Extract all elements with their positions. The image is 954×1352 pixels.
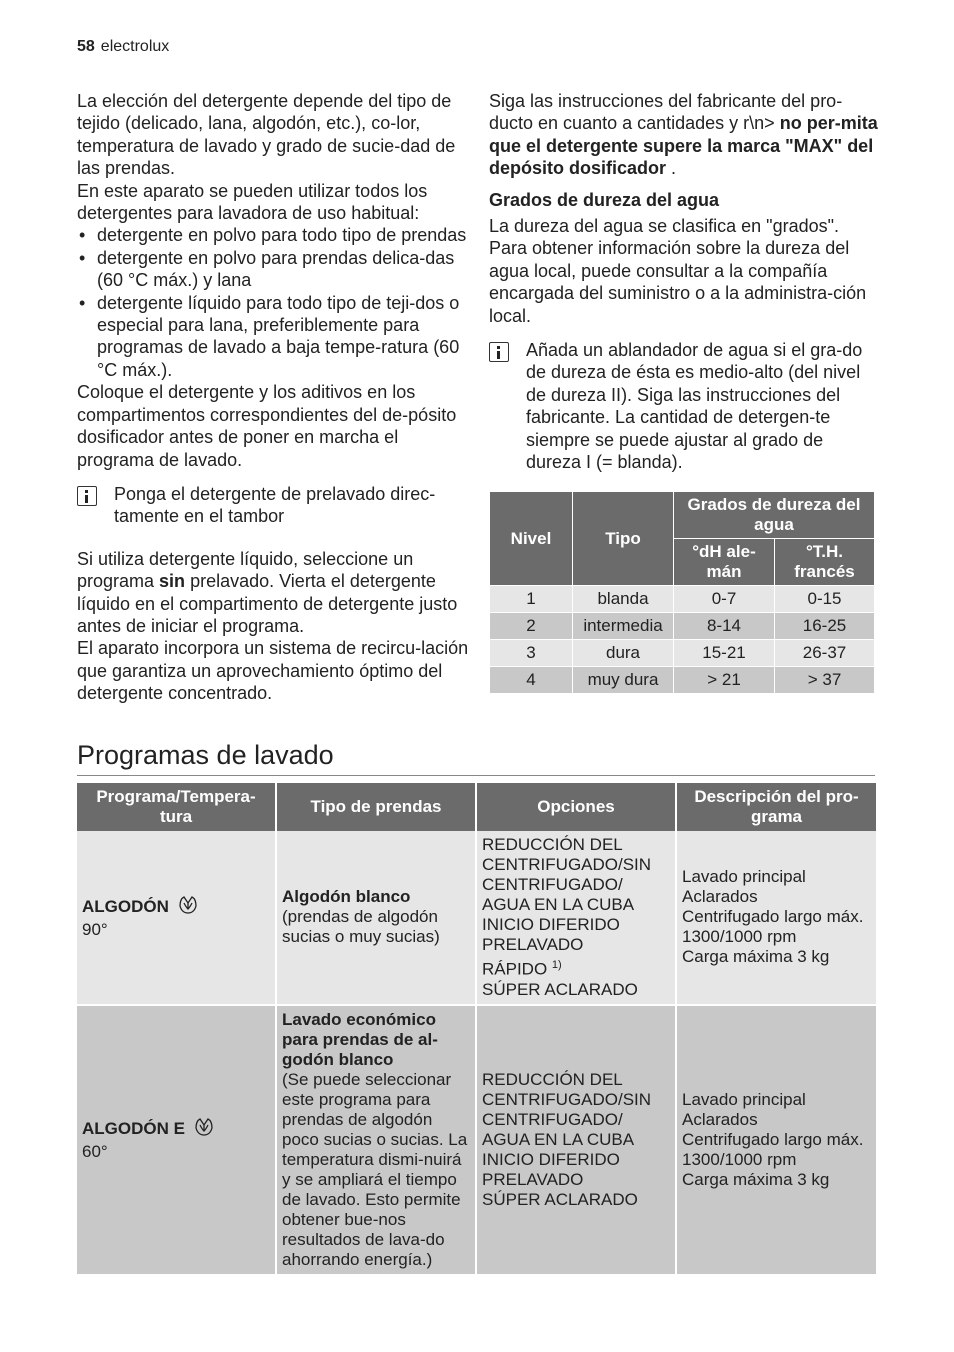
table-cell: 26-37 xyxy=(775,640,875,667)
footnote-ref: 1) xyxy=(551,959,562,971)
description-cell xyxy=(676,831,876,1005)
paragraph-hardness: La dureza del agua se clasifica en "grados". Para obtener información sobre la dureza del agua local, puede consultar a la compañía encargada del suministro o a la administra-ción local. xyxy=(489,216,867,326)
column-header: Tipo xyxy=(573,492,674,586)
table-cell: dura xyxy=(573,640,674,667)
option-item: SÚPER ACLARADO xyxy=(482,979,638,999)
option-item: PRELAVADO xyxy=(482,935,584,954)
program-name: ALGODÓN E xyxy=(82,1119,185,1139)
program-name: ALGODÓN xyxy=(82,896,169,916)
emphasis-sin: sin xyxy=(159,571,186,592)
paragraph-detergent-choice: La elección del detergente depende del tipo de tejido (delicado, lana, algodón, etc.), co-lor, temperatura de lavado y grado de sucie-dad de las prendas. xyxy=(77,91,456,179)
text-span: prelavado. Vierta el detergente líquido en el compartimento de detergente justo antes de iniciar el programa. xyxy=(77,571,458,636)
table-cell: 15-21 xyxy=(674,640,775,667)
options-cell xyxy=(476,1005,676,1274)
column-header: °T.H. francés xyxy=(775,539,875,586)
description-line: Lavado principal xyxy=(682,867,806,887)
table-row xyxy=(490,640,875,667)
paragraph-placement: Coloque el detergente y los aditivos en los compartimentos correspondientes del de-pósito dosificador antes de poner en marcha el programa de lavado. xyxy=(77,382,457,470)
table-cell: > 21 xyxy=(674,667,775,694)
option-item: SÚPER ACLARADO xyxy=(482,1189,638,1209)
page-header xyxy=(77,38,169,56)
table-row xyxy=(490,613,875,640)
table-cell: 1 xyxy=(490,586,573,613)
table-cell: intermedia xyxy=(573,613,674,640)
fabric-title: Algodón blanco xyxy=(282,887,411,907)
table-row xyxy=(490,586,875,613)
programs-table xyxy=(77,783,876,1274)
hardness-table xyxy=(489,491,875,694)
column-header: Opciones xyxy=(476,783,676,831)
paragraph-detergent-types: En este aparato se pueden utilizar todos los detergentes para lavadora de uso habitual: xyxy=(77,180,428,224)
fabric-cell xyxy=(276,831,476,1005)
note-text: Añada un ablandador de agua si el gra-do de dureza de ésta es medio-alto (del nivel de dureza II). Siga las instrucciones del fabricante. La cantidad de detergen-te siempre se puede ajustar al grado de dureza I (= blanda). xyxy=(526,340,863,473)
list-item: • detergente en polvo para prendas delica-das (60 °C máx.) y lana xyxy=(77,247,469,292)
description-line: Lavado principal xyxy=(682,1089,806,1109)
program-temperature: 90° xyxy=(82,919,108,939)
program-cell xyxy=(77,1005,276,1274)
column-header: Programa/Tempera-tura xyxy=(77,783,276,831)
table-cell: 8-14 xyxy=(674,613,775,640)
description-line: Aclarados xyxy=(682,1109,758,1129)
detergent-list xyxy=(77,224,469,381)
column-header: Descripción del pro-grama xyxy=(676,783,876,831)
paragraph-max-mark xyxy=(489,90,879,180)
options-cell xyxy=(476,831,676,1005)
option-item: INICIO DIFERIDO xyxy=(482,915,620,934)
table-cell: muy dura xyxy=(573,667,674,694)
description-line: Centrifugado largo máx. 1300/1000 rpm xyxy=(682,907,864,947)
info-icon xyxy=(77,486,97,506)
paragraph-recirculation: El aparato incorpora un sistema de recircu-lación que garantiza un aprovechamiento óptimo del detergente concentrado. xyxy=(77,638,469,704)
table-cell: 4 xyxy=(490,667,573,694)
table-row xyxy=(77,831,876,1005)
list-item: • detergente líquido para todo tipo de teji-dos o especial para lana, preferiblemente para programas de lavado a baja tempe-ratura (60 °C máx.). xyxy=(77,292,469,382)
table-cell: > 37 xyxy=(775,667,875,694)
table-cell: 0-7 xyxy=(674,586,775,613)
column-header: Grados de dureza del agua xyxy=(674,492,875,539)
left-column xyxy=(77,90,469,705)
prewash-note xyxy=(77,483,469,528)
option-item: PRELAVADO xyxy=(482,1169,584,1189)
program-temperature: 60° xyxy=(82,1142,108,1162)
note-text: Ponga el detergente de prelavado direc-tamente en el tambor xyxy=(114,483,436,527)
text-span: . xyxy=(666,158,677,179)
brand-name: electrolux xyxy=(100,38,170,55)
option-item: RÁPIDO xyxy=(482,959,548,979)
table-cell: 16-25 xyxy=(775,613,875,640)
section-title: Programas de lavado xyxy=(77,738,875,776)
option-item: INICIO DIFERIDO xyxy=(482,1149,620,1169)
table-cell: blanda xyxy=(573,586,674,613)
table-cell: 3 xyxy=(490,640,573,667)
column-header: °dH ale-mán xyxy=(674,539,775,586)
column-header: Nivel xyxy=(490,492,573,586)
cotton-flower-icon xyxy=(193,1117,215,1142)
text-span: Siga las instrucciones del fabricante del pro-ducto en cuanto a cantidades y r\n> xyxy=(489,91,843,134)
description-line: Carga máxima 3 kg xyxy=(682,947,830,967)
table-cell: 0-15 xyxy=(775,586,875,613)
right-column xyxy=(489,90,879,486)
description-cell xyxy=(676,1005,876,1274)
list-item: • detergente en polvo para todo tipo de prendas xyxy=(77,224,469,246)
column-header: Tipo de prendas xyxy=(276,783,476,831)
description-line: Aclarados xyxy=(682,887,758,907)
description-line: Centrifugado largo máx. 1300/1000 rpm xyxy=(682,1129,864,1169)
text-span: Si utiliza detergente líquido, seleccione un programa xyxy=(77,548,414,592)
info-icon xyxy=(489,342,509,362)
fabric-text: (Se puede seleccionar este programa para prendas de algodón poco sucias o sucias. La temperatura dismi-nuirá y se ampliará el tiempo de lavado. Esto permite obtener bue-nos resultados de lava-do ahorrando energía.) xyxy=(282,1069,468,1269)
paragraph-liquid xyxy=(77,548,469,638)
fabric-title: Lavado económico para prendas de al-godón blanco xyxy=(282,1009,438,1069)
table-row xyxy=(77,1005,876,1274)
description-line: Carga máxima 3 kg xyxy=(682,1169,830,1189)
fabric-text: (prendas de algodón sucias o muy sucias) xyxy=(282,907,440,947)
table-row xyxy=(490,667,875,694)
program-cell xyxy=(77,831,276,1005)
cotton-flower-icon xyxy=(177,895,199,920)
softener-note xyxy=(489,339,879,473)
page-number: 58 xyxy=(77,38,95,55)
option-item: REDUCCIÓN DEL CENTRIFUGADO/SIN CENTRIFUGADO/ AGUA EN LA CUBA xyxy=(482,835,652,914)
water-hardness-heading: Grados de dureza del agua xyxy=(489,189,720,210)
fabric-cell xyxy=(276,1005,476,1274)
table-cell: 2 xyxy=(490,613,573,640)
emphasis-max: no per-mita que el detergente supere la marca "MAX" del depósito dosificador xyxy=(489,113,878,179)
option-item: REDUCCIÓN DEL CENTRIFUGADO/SIN CENTRIFUGADO/ AGUA EN LA CUBA xyxy=(482,1069,652,1149)
